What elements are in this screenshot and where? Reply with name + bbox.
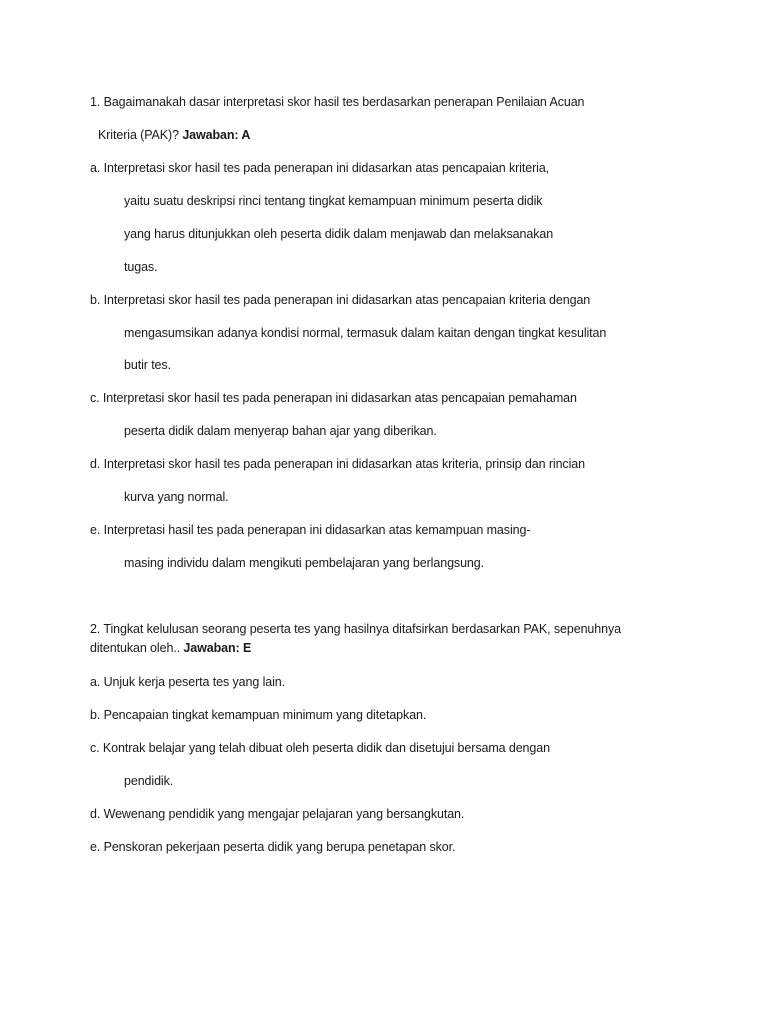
q1-option-a-line-4: tugas. xyxy=(124,260,158,274)
q1-option-c-line-2: peserta didik dalam menyerap bahan ajar yang diberikan. xyxy=(124,424,437,438)
q1-option-b-line-1: b. Interpretasi skor hasil tes pada penerapan ini didasarkan atas pencapaian kriteria dengan xyxy=(90,293,591,307)
question-2-answer: Jawaban: E xyxy=(183,641,252,655)
q1-option-b-line-2: mengasumsikan adanya kondisi normal, termasuk dalam kaitan dengan tingkat kesulitan xyxy=(124,326,607,340)
q2-option-c-line-1: c. Kontrak belajar yang telah dibuat oleh peserta didik dan disetujui bersama dengan xyxy=(90,741,550,755)
question-2-text-line-2 xyxy=(90,640,251,656)
q1-option-e-line-2: masing individu dalam mengikuti pembelajaran yang berlangsung. xyxy=(124,556,484,570)
q1-option-b-line-3: butir tes. xyxy=(124,358,171,372)
question-1-answer: Jawaban: A xyxy=(182,128,251,142)
q2-option-c-line-2: pendidik. xyxy=(124,774,174,788)
question-2-text-end: ditentukan oleh.. xyxy=(90,641,184,655)
q2-option-d: d. Wewenang pendidik yang mengajar pelajaran yang bersangkutan. xyxy=(90,807,465,821)
q1-option-d-line-1: d. Interpretasi skor hasil tes pada penerapan ini didasarkan atas kriteria, prinsip dan rincian xyxy=(90,457,585,471)
q1-option-d-line-2: kurva yang normal. xyxy=(124,490,229,504)
q2-option-a: a. Unjuk kerja peserta tes yang lain. xyxy=(90,675,286,689)
q2-option-e: e. Penskoran pekerjaan peserta didik yang berupa penetapan skor. xyxy=(90,840,456,854)
question-2-text-line-1: 2. Tingkat kelulusan seorang peserta tes yang hasilnya ditafsirkan berdasarkan PAK, sepenuhnya xyxy=(90,622,621,636)
q1-option-a-line-2: yaitu suatu deskripsi rinci tentang tingkat kemampuan minimum peserta didik xyxy=(124,194,543,208)
question-1-text-line-2 xyxy=(98,127,250,143)
q1-option-e-line-1: e. Interpretasi hasil tes pada penerapan ini didasarkan atas kemampuan masing- xyxy=(90,523,531,537)
q1-option-a-line-3: yang harus ditunjukkan oleh peserta didik dalam menjawab dan melaksanakan xyxy=(124,227,554,241)
q2-option-b: b. Pencapaian tingkat kemampuan minimum yang ditetapkan. xyxy=(90,708,427,722)
question-1-text-line-1: 1. Bagaimanakah dasar interpretasi skor hasil tes berdasarkan penerapan Penilaian Acuan xyxy=(90,95,585,109)
q1-option-a-line-1: a. Interpretasi skor hasil tes pada penerapan ini didasarkan atas pencapaian kriteria, xyxy=(90,161,550,175)
question-1-text-end: Kriteria (PAK)? xyxy=(98,128,183,142)
q1-option-c-line-1: c. Interpretasi skor hasil tes pada penerapan ini didasarkan atas pencapaian pemahaman xyxy=(90,391,577,405)
